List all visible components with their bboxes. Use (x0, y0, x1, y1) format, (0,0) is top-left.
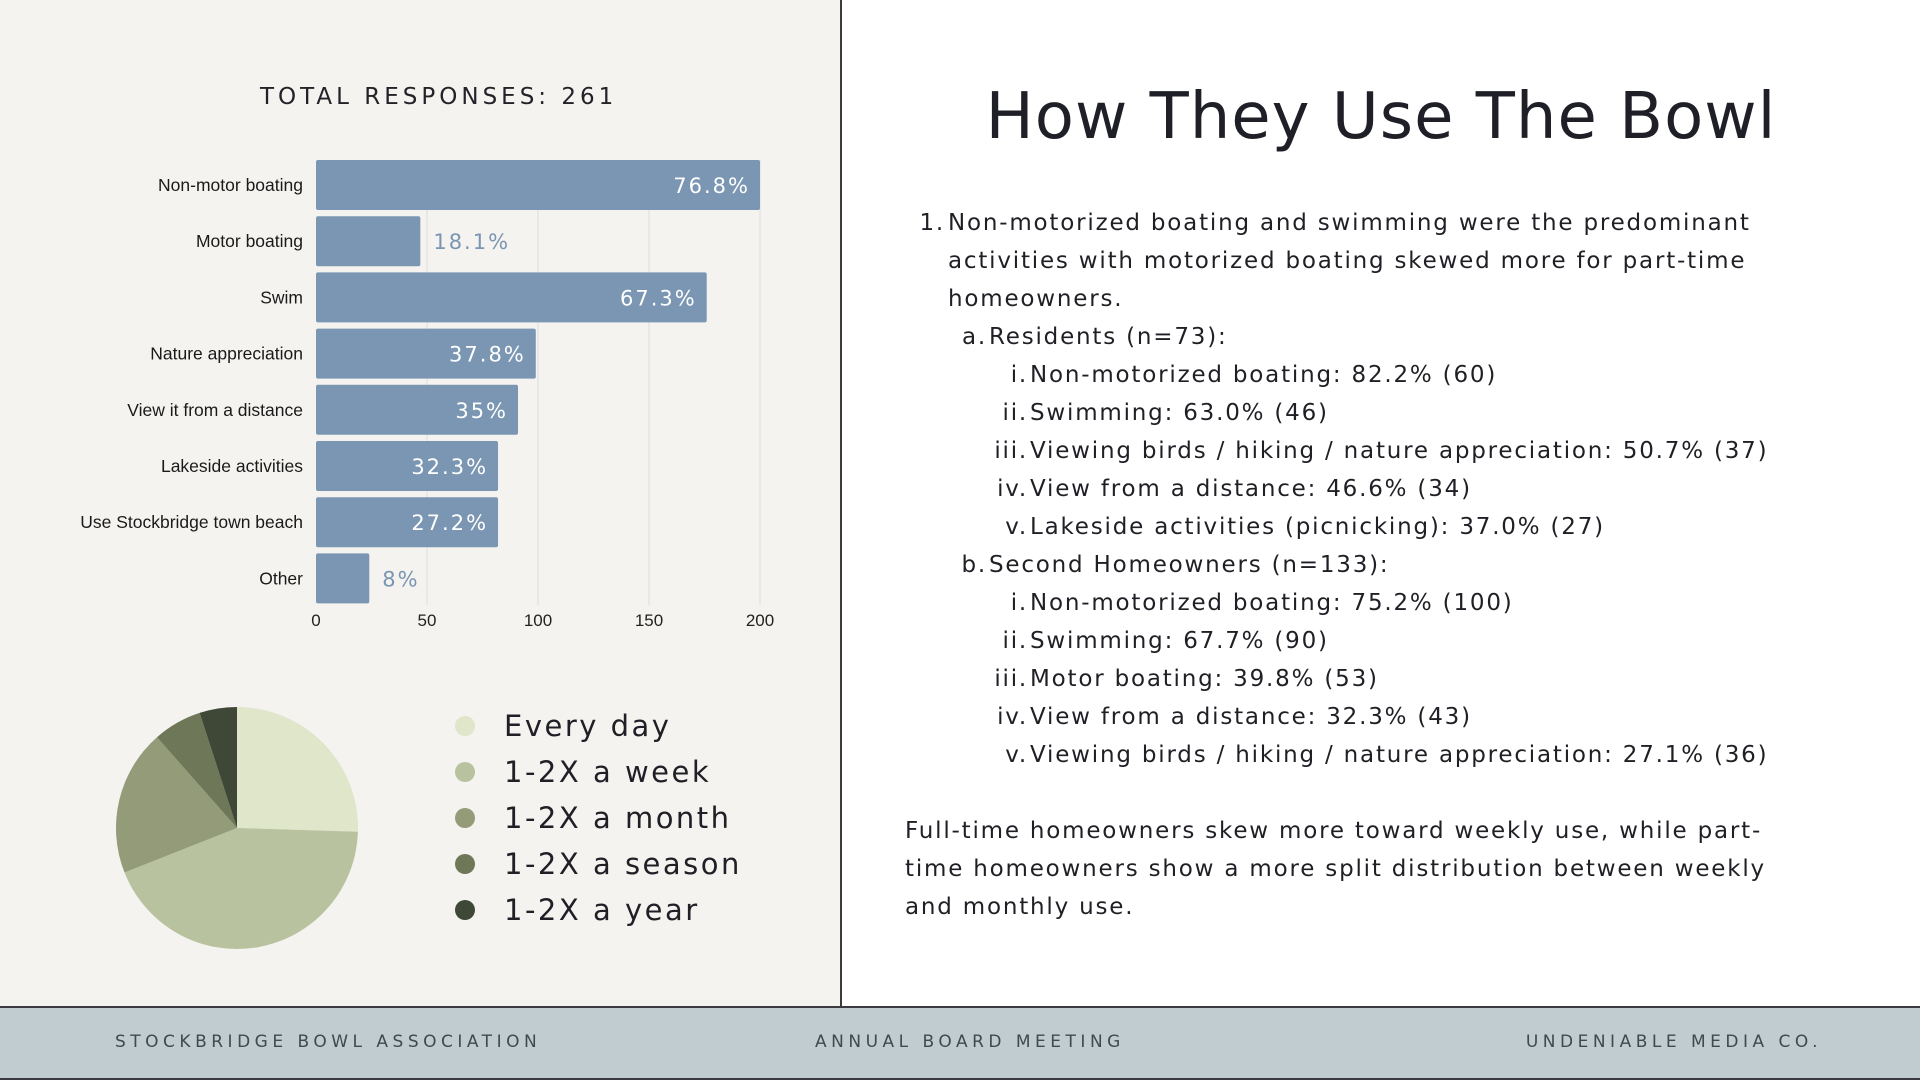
list-text: View from a distance: 46.6% (34) (1030, 476, 1472, 502)
footer-bar (0, 1006, 1920, 1080)
pie-slice (237, 707, 358, 832)
list-text: Viewing birds / hiking / nature appreciation: 50.7% (37) (1030, 438, 1769, 464)
list-marker: ii. (1002, 628, 1028, 654)
x-tick-label: 200 (745, 611, 775, 630)
summary-line: and monthly use. (905, 894, 1135, 920)
x-tick-label: 50 (417, 611, 437, 630)
category-label: Other (259, 568, 303, 589)
legend-label: 1-2X a week (504, 755, 712, 789)
list-item (905, 736, 1845, 774)
slide-content (905, 204, 1845, 926)
list-item (905, 622, 1845, 660)
list-text: Lakeside activities (picnicking): 37.0% (27) (1030, 514, 1605, 540)
list-marker: iv. (997, 704, 1028, 730)
legend-item (455, 703, 742, 749)
category-label: View it from a distance (127, 399, 303, 420)
list-marker: b. (961, 552, 987, 578)
category-label: Use Stockbridge town beach (80, 512, 303, 533)
list-item (905, 546, 1845, 584)
data-label: 37.8% (449, 342, 526, 367)
list-marker: v. (1005, 742, 1028, 768)
legend-label: 1-2X a season (504, 847, 742, 881)
summary-paragraph (905, 812, 1845, 926)
legend-item (455, 749, 742, 795)
legend-swatch (455, 808, 475, 828)
footer-event: ANNUAL BOARD MEETING (815, 1032, 1125, 1052)
x-tick-label: 0 (311, 611, 321, 630)
data-label: 27.2% (411, 511, 489, 536)
legend-item (455, 795, 742, 841)
list-marker: 1. (919, 210, 945, 236)
bar-chart-title: TOTAL RESPONSES: 261 (260, 84, 618, 110)
list-text: Motor boating: 39.8% (53) (1030, 666, 1379, 692)
pie-chart (0, 0, 440, 1000)
footer-company: UNDENIABLE MEDIA CO. (1525, 1032, 1822, 1052)
legend-swatch (455, 762, 475, 782)
legend-label: 1-2X a month (504, 801, 732, 835)
list-item (905, 204, 1845, 242)
category-label: Lakeside activities (160, 456, 303, 476)
list-item (905, 660, 1845, 698)
list-marker: ii. (1002, 400, 1028, 426)
legend-label: 1-2X a year (504, 893, 700, 927)
x-tick-label: 100 (523, 611, 553, 630)
summary-line: time homeowners show a more split distribution between weekly (905, 856, 1766, 882)
legend-swatch (455, 854, 475, 874)
list-item (905, 508, 1845, 546)
list-marker: iv. (997, 476, 1028, 502)
list-text: View from a distance: 32.3% (43) (1030, 704, 1472, 730)
legend-label: Every day (504, 709, 672, 743)
summary-line: Full-time homeowners skew more toward weekly use, while part- (905, 818, 1763, 844)
legend-item (455, 887, 742, 933)
list-marker: a. (961, 324, 987, 350)
list-text: Viewing birds / hiking / nature appreciation: 27.1% (36) (1030, 742, 1769, 768)
slide-title: How They Use The Bowl (985, 80, 1777, 154)
category-label: Non-motor boating (158, 175, 303, 195)
list-item (905, 318, 1845, 356)
category-label: Motor boating (195, 231, 303, 252)
list-item (905, 394, 1845, 432)
list-marker: iii. (994, 438, 1028, 464)
category-label: Swim (260, 287, 303, 308)
list-text: Swimming: 63.0% (46) (1030, 400, 1329, 426)
list-marker: iii. (994, 666, 1028, 692)
legend-swatch (455, 716, 475, 736)
list-text: Residents (n=73): (989, 324, 1228, 350)
list-marker: i. (1010, 590, 1028, 616)
list-marker: v. (1005, 514, 1028, 540)
list-text: homeowners. (948, 286, 1124, 312)
data-label: 35% (455, 398, 509, 423)
list-item (905, 356, 1845, 394)
list-item (905, 242, 1845, 280)
list-item (905, 584, 1845, 622)
data-label: 18.1% (433, 230, 511, 255)
pie-legend (455, 703, 742, 933)
data-label: 67.3% (620, 286, 697, 311)
data-label: 32.3% (411, 455, 489, 479)
list-item (905, 698, 1845, 736)
list-item (905, 470, 1845, 508)
footer-organization: STOCKBRIDGE BOWL ASSOCIATION (115, 1032, 542, 1052)
legend-swatch (455, 900, 475, 920)
list-item (905, 432, 1845, 470)
list-text: Non-motorized boating: 75.2% (100) (1030, 590, 1514, 616)
list-text: Second Homeowners (n=133): (989, 552, 1390, 578)
x-tick-label: 150 (634, 611, 664, 630)
list-text: Swimming: 67.7% (90) (1030, 628, 1329, 654)
chart-panel (0, 0, 842, 1006)
findings-list (905, 204, 1845, 774)
list-item (905, 280, 1845, 318)
category-label: Nature appreciation (150, 343, 303, 364)
data-label: 76.8% (673, 174, 750, 198)
list-text: Non-motorized boating and swimming were the predominant (948, 210, 1751, 236)
legend-item (455, 841, 742, 887)
data-label: 8% (382, 567, 420, 592)
list-text: activities with motorized boating skewed more for part-time (948, 248, 1747, 274)
list-text: Non-motorized boating: 82.2% (60) (1030, 362, 1498, 388)
list-marker: i. (1010, 362, 1028, 388)
